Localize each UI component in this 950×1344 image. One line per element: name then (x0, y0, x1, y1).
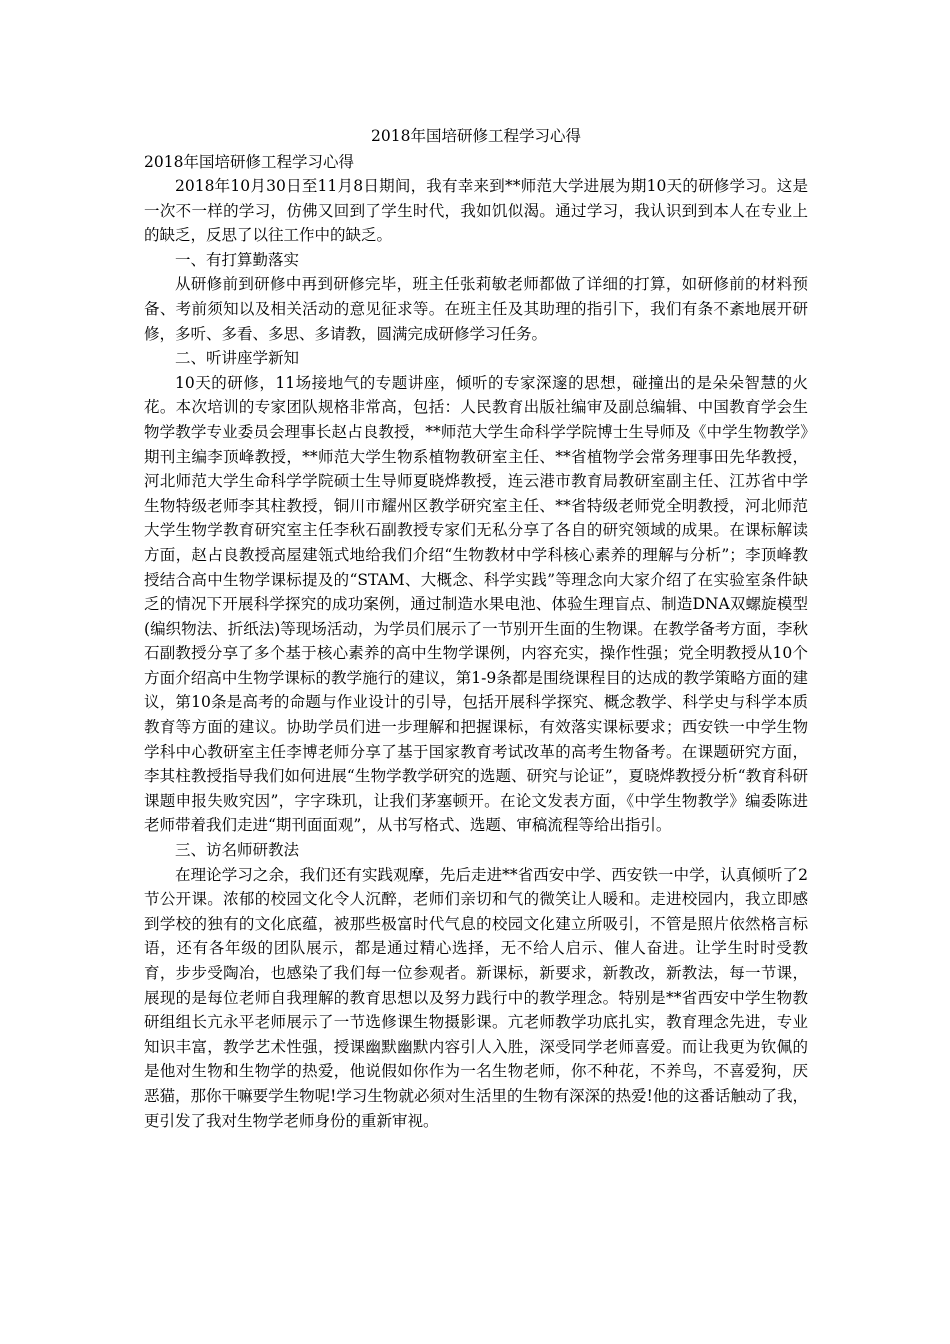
section-heading-2: 二、听讲座学新知 (175, 349, 300, 368)
intro-paragraph: 2018年10月30日至11月8日期间，我有幸来到**师范大学进展为期10天的研修学习。这是一次不一样的学习，仿佛又回到了学生时代，我如饥似渴。通过学习，我认识到到本人在专业上的缺乏，反思了以往工作中的缺乏。 (144, 177, 808, 245)
document-title: 2018年国培研修工程学习心得 (371, 127, 581, 145)
document-page (144, 124, 808, 1133)
section-body-1: 从研修前到研修中再到研修完毕，班主任张莉敏老师都做了详细的打算，如研修前的材料预备、考前须知以及相关活动的意见征求等。在班主任及其助理的指引下，我们有条不紊地展开研修，多听、多看、多思、多请教，圆满完成研修学习任务。 (144, 275, 808, 343)
section-body-3: 在理论学习之余，我们还有实践观摩，先后走进**省西安中学、西安铁一中学，认真倾听了2节公开课。浓郁的校园文化令人沉醉，老师们亲切和气的微笑让人暖和。走进校园内，我立即感到学校的独有的文化底蕴，被那些极富时代气息的校园文化建立所吸引，不管是照片依然格言标语，还有各年级的团队展示，都是通过精心选择，无不给人启示、催人奋进。让学生时时受教育，步步受陶冶，也感染了我们每一位参观者。新课标，新要求，新教改，新教法，每一节课，展现的是每位老师自我理解的教育思想以及努力践行中的教学理念。特别是**省西安中学生物教研组组长亢永平老师展示了一节选修课生物摄影课。亢老师教学功底扎实，教育理念先进，专业知识丰富，教学艺术性强，授课幽默幽默内容引人入胜，深受同学老师喜爱。而让我更为钦佩的是他对生物和生物学的热爱，他说假如你作为一名生物老师，你不种花，不养鸟，不喜爱狗，厌恶猫，那你干嘛要学生物呢!学习生物就必须对生活里的生物有深深的热爱!他的这番话触动了我，更引发了我对生物学老师身份的重新审视。 (144, 865, 808, 1130)
section-heading-3: 三、访名师研教法 (175, 841, 300, 860)
document-subtitle: 2018年国培研修工程学习心得 (144, 153, 354, 171)
section-heading-1: 一、有打算勤落实 (175, 250, 300, 269)
section-body-2: 10天的研修，11场接地气的专题讲座，倾听的专家深邃的思想，碰撞出的是朵朵智慧的火花。本次培训的专家团队规格非常高，包括：人民教育出版社编审及副总编辑、中国教育学会生物学教学专业委员会理事长赵占良教授，**师范大学生命科学学院博士生导师及《中学生物教学》期刊主编李顶峰教授，**师范大学生物系植物教研室主任、**省植物学会常务理事田先华教授，河北师范大学生命科学学院硕士生导师夏晓烨教授，连云港市教育局教研室副主任、江苏省中学生物特级老师李其柱教授，铜川市耀州区教学研究室主任、**省特级老师党全明教授，河北师范大学生物学教育研究室主任李秋石副教授专家们无私分享了各自的研究领域的成果。在课标解读方面，赵占良教授高屋建瓴式地给我们介绍“生物教材中学科核心素养的理解与分析”；李顶峰教授结合高中生物学课标提及的“STAM、大概念、科学实践”等理念向大家介绍了在实验室条件缺乏的情况下开展科学探究的成功案例，通过制造水果电池、体验生理盲点、制造DNA双螺旋模型(编织物法、折纸法)等现场活动，为学员们展示了一节别开生面的生物课。在教学备考方面，李秋石副教授分享了多个基于核心素养的高中生物学课例，内容充实，操作性强；党全明教授从10个方面介绍高中生物学课标的教学施行的建议，第1-9条都是围绕课程目的达成的教学策略方面的建议，第10条是高考的命题与作业设计的引导，包括开展科学探究、概念教学、科学史与科学本质教育等方面的建议。协助学员们进一步理解和把握课标，有效落实课标要求；西安铁一中学生物学科中心教研室主任李博老师分享了基于国家教育考试改革的高考生物备考。在课题研究方面，李其柱教授指导我们如何进展“生物学教学研究的选题、研究与论证”，夏晓烨教授分析“教育科研课题申报失败究因”，字字珠玑，让我们茅塞顿开。在论文发表方面，《中学生物教学》编委陈进老师带着我们走进“期刊面面观”，从书写格式、选题、审稿流程等给出指引。 (144, 373, 808, 835)
